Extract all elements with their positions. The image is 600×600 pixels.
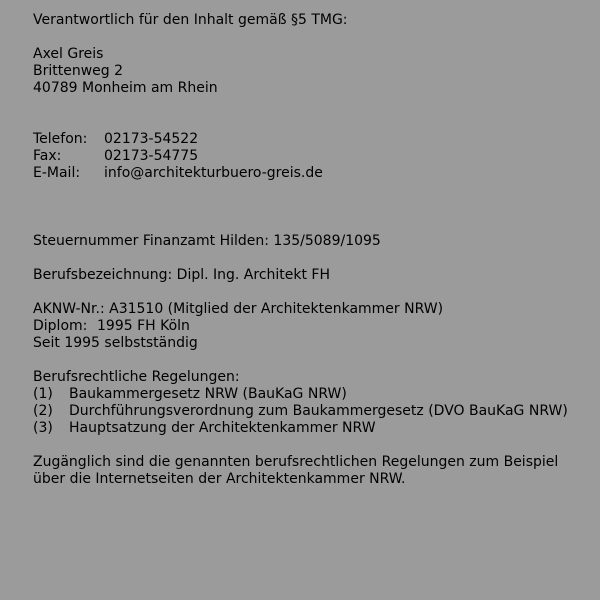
regulation-number: (1) — [33, 386, 53, 402]
diplom-value: 1995 FH Köln — [97, 318, 190, 334]
aknw-number: AKNW-Nr.: A31510 (Mitglied der Architektenkammer NRW) — [33, 301, 444, 317]
regulation-text: Durchführungsverordnung zum Baukammergesetz (DVO BauKaG NRW) — [69, 403, 568, 419]
imprint-heading: Verantwortlich für den Inhalt gemäß §5 TMG: — [33, 12, 348, 28]
imprint-page — [33, 12, 593, 488]
fax-label: Fax: — [33, 148, 62, 164]
diplom-label: Diplom: — [33, 318, 88, 334]
tax-number: Steuernummer Finanzamt Hilden: 135/5089/1095 — [33, 233, 381, 249]
regulation-text: Hauptsatzung der Architektenkammer NRW — [69, 420, 376, 436]
email-label: E-Mail: — [33, 165, 81, 181]
email-value[interactable]: info@architekturbuero-greis.de — [104, 165, 323, 181]
access-note-line1: Zugänglich sind die genannten berufsrechtlichen Regelungen zum Beispiel — [33, 454, 559, 470]
address-city: 40789 Monheim am Rhein — [33, 80, 218, 96]
contact-fax — [33, 148, 593, 165]
regulation-number: (3) — [33, 420, 53, 436]
regulation-text: Baukammergesetz NRW (BauKaG NRW) — [69, 386, 347, 402]
address-name: Axel Greis — [33, 46, 104, 62]
profession: Berufsbezeichnung: Dipl. Ing. Architekt FH — [33, 267, 331, 283]
regulation-item — [33, 403, 593, 420]
self-employed: Seit 1995 selbstständig — [33, 335, 198, 351]
regulations-heading: Berufsrechtliche Regelungen: — [33, 369, 240, 385]
contact-email — [33, 165, 593, 182]
regulation-item — [33, 386, 593, 403]
phone-label: Telefon: — [33, 131, 88, 147]
phone-value: 02173-54522 — [104, 131, 199, 147]
regulation-item — [33, 420, 593, 437]
contact-phone — [33, 131, 593, 148]
fax-value: 02173-54775 — [104, 148, 199, 164]
diplom-row — [33, 318, 593, 335]
address-street: Brittenweg 2 — [33, 63, 124, 79]
regulation-number: (2) — [33, 403, 53, 419]
access-note-line2: über die Internetseiten der Architektenkammer NRW. — [33, 471, 406, 487]
